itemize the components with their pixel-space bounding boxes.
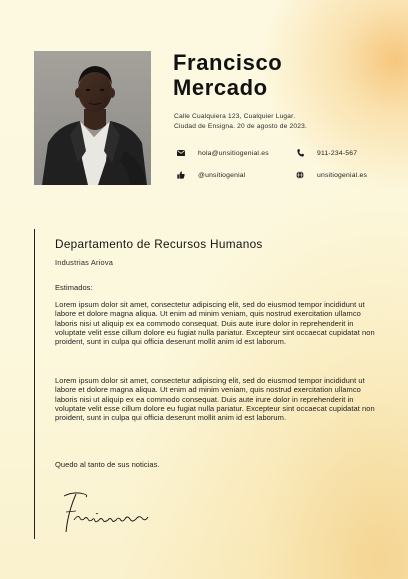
social-text: @unsitiogenial bbox=[198, 171, 246, 179]
vertical-divider bbox=[34, 229, 35, 539]
email-text: hola@unsitiogenial.es bbox=[198, 149, 269, 157]
recipient-company: Industrias Ariova bbox=[55, 258, 114, 267]
greeting: Estimados: bbox=[55, 283, 93, 292]
contact-phone[interactable] bbox=[295, 148, 357, 158]
envelope-icon bbox=[176, 148, 186, 158]
phone-text: 911-234-567 bbox=[317, 149, 358, 157]
handwritten-signature bbox=[62, 490, 162, 540]
contact-social[interactable] bbox=[176, 170, 246, 180]
contact-email[interactable] bbox=[176, 148, 269, 158]
applicant-name bbox=[173, 50, 282, 100]
paragraph-2: Lorem ipsum dolor sit amet, consectetur adipiscing elit, sed do eiusmod tempor incididunt ut labore et dolore magna aliqua. Ut enim ad minim veniam, quis nostrud exercitation ullamco laboris nisi ut aliquip ex ea commodo consequat. Duis aute irure dolor in reprehenderit in voluptate velit esse cillum dolore eu fugiat nulla pariatur. Excepteur sint occaecat cupidatat non proident, sunt in culpa qui officia deserunt mollit anim id est laborum. bbox=[55, 376, 375, 423]
contact-website[interactable] bbox=[295, 170, 367, 180]
closing-line: Quedo al tanto de sus noticias. bbox=[55, 460, 160, 469]
thumbs-up-icon bbox=[176, 170, 186, 180]
address-line: Calle Cualquiera 123, Cualquier Lugar. bbox=[174, 113, 296, 120]
date-line: Ciudad de Ensigna. 20 de agosto de 2023. bbox=[174, 122, 308, 130]
last-name: Mercado bbox=[173, 75, 268, 100]
address-block bbox=[174, 112, 307, 131]
website-text: unsitiogenial.es bbox=[317, 171, 368, 179]
first-name: Francisco bbox=[173, 50, 283, 75]
profile-photo bbox=[34, 51, 151, 185]
recipient-department: Departamento de Recursos Humanos bbox=[55, 237, 263, 251]
paragraph-1: Lorem ipsum dolor sit amet, consectetur adipiscing elit, sed do eiusmod tempor incididunt ut labore et dolore magna aliqua. Ut enim ad minim veniam, quis nostrud exercitation ullamco laboris nisi ut aliquip ex ea commodo consequat. Duis aute irure dolor in reprehenderit in voluptate velit esse cillum dolore eu fugiat nulla pariatur. Excepteur sint occaecat cupidatat non proident, sunt in culpa qui officia deserunt mollit anim id est laborum. bbox=[55, 300, 375, 347]
phone-icon bbox=[295, 148, 305, 158]
globe-icon bbox=[295, 170, 305, 180]
